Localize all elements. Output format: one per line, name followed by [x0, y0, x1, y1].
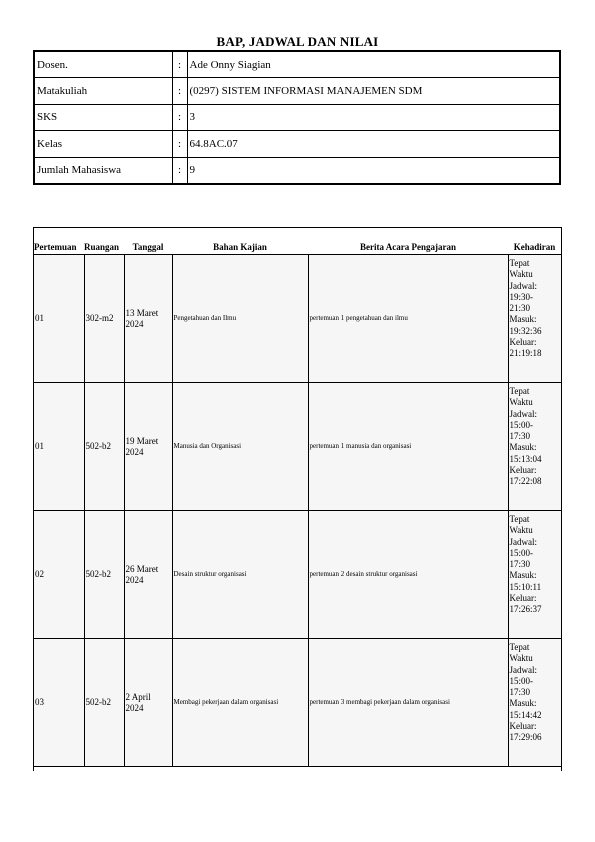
header-berita-acara: Berita Acara Pengajaran — [360, 242, 456, 252]
info-separator: : — [172, 157, 187, 184]
cell-bahan-kajian: Membagi pekerjaan dalam organisasi — [172, 639, 308, 767]
kehadiran-line: Tepat — [509, 514, 530, 524]
kehadiran-line: 21:19:18 — [509, 348, 542, 359]
kehadiran-line: 15:00- — [509, 547, 533, 558]
kehadiran-line: Keluar: — [509, 593, 537, 604]
info-separator: : — [172, 104, 187, 131]
info-separator: : — [172, 51, 187, 78]
info-label: SKS — [34, 104, 172, 131]
info-label: Dosen. — [34, 51, 172, 78]
kehadiran-line: 21:30 — [509, 303, 531, 314]
kehadiran-line: 15:13:04 — [509, 453, 542, 464]
cell-berita-acara: pertemuan 2 desain struktur organisasi — [308, 511, 508, 639]
info-label: Jumlah Mahasiswa — [34, 157, 172, 184]
kehadiran-line: Jadwal: — [509, 408, 537, 419]
header-ruangan: Ruangan — [84, 242, 120, 252]
kehadiran-line: 17:22:08 — [509, 476, 542, 487]
attendance-frame — [33, 227, 562, 771]
kehadiran-line: Waktu — [509, 269, 533, 280]
kehadiran-line: 17:30 — [509, 559, 531, 570]
info-separator: : — [172, 78, 187, 105]
cell-kehadiran — [508, 383, 561, 511]
kehadiran-line: Jadwal: — [509, 280, 537, 291]
kehadiran-line: 17:26:37 — [509, 604, 542, 615]
header-kehadiran: Kehadiran — [513, 242, 556, 252]
kehadiran-line: Tepat — [509, 642, 530, 652]
cell-kehadiran — [508, 255, 561, 383]
cell-berita-acara: pertemuan 3 membagi pekerjaan dalam organisasi — [308, 639, 508, 767]
cell-pertemuan: 01 — [34, 255, 84, 383]
info-value: 9 — [187, 157, 560, 184]
info-label: Kelas — [34, 131, 172, 158]
kehadiran-line: Masuk: — [509, 314, 537, 325]
cell-tanggal: 13 Maret 2024 — [124, 255, 172, 383]
course-info-table — [33, 50, 561, 185]
cell-kehadiran — [508, 511, 561, 639]
cell-ruangan: 502-b2 — [84, 383, 124, 511]
kehadiran-line: Keluar: — [509, 337, 537, 348]
kehadiran-line: Waktu — [509, 525, 533, 536]
table-header-row — [34, 228, 561, 255]
kehadiran-line: 19:32:36 — [509, 325, 542, 336]
cell-berita-acara: pertemuan 1 manusia dan organisasi — [308, 383, 508, 511]
kehadiran-line: Masuk: — [509, 442, 537, 453]
kehadiran-line: 17:30 — [509, 431, 531, 442]
kehadiran-line: Keluar: — [509, 465, 537, 476]
cell-bahan-kajian: Manusia dan Organisasi — [172, 383, 308, 511]
attendance-table — [34, 228, 561, 767]
info-label: Matakuliah — [34, 78, 172, 105]
cell-tanggal: 19 Maret 2024 — [124, 383, 172, 511]
info-row-kelas — [34, 131, 560, 158]
info-row-jumlah-mahasiswa — [34, 157, 560, 184]
info-row-dosen — [34, 51, 560, 78]
kehadiran-line: Waktu — [509, 397, 533, 408]
kehadiran-line: 15:10:11 — [509, 581, 542, 592]
kehadiran-line: 17:29:06 — [509, 732, 542, 743]
cell-ruangan: 502-b2 — [84, 639, 124, 767]
kehadiran-line: 17:30 — [509, 687, 531, 698]
kehadiran-line: Waktu — [509, 653, 533, 664]
kehadiran-line: Jadwal: — [509, 536, 537, 547]
cell-pertemuan: 01 — [34, 383, 84, 511]
kehadiran-line: Masuk: — [509, 570, 537, 581]
cell-kehadiran — [508, 639, 561, 767]
cell-tanggal: 26 Maret 2024 — [124, 511, 172, 639]
cell-pertemuan: 03 — [34, 639, 84, 767]
kehadiran-line: Jadwal: — [509, 664, 537, 675]
kehadiran-line: Keluar: — [509, 721, 537, 732]
cell-bahan-kajian: Pengetahuan dan Ilmu — [172, 255, 308, 383]
cell-pertemuan: 02 — [34, 511, 84, 639]
header-tanggal: Tanggal — [132, 242, 164, 252]
table-row — [34, 511, 561, 639]
header-pertemuan: Pertemuan — [34, 242, 77, 252]
kehadiran-line: 15:00- — [509, 675, 533, 686]
kehadiran-line: 15:14:42 — [509, 709, 542, 720]
kehadiran-line: Tepat — [509, 386, 530, 396]
header-bahan-kajian: Bahan Kajian — [213, 242, 267, 252]
info-value: 64.8AC.07 — [187, 131, 560, 158]
page-title: BAP, JADWAL DAN NILAI — [216, 34, 379, 49]
cell-tanggal: 2 April 2024 — [124, 639, 172, 767]
info-value: 3 — [187, 104, 560, 131]
info-value: (0297) SISTEM INFORMASI MANAJEMEN SDM — [187, 78, 560, 105]
info-separator: : — [172, 131, 187, 158]
kehadiran-line: Masuk: — [509, 698, 537, 709]
table-row — [34, 255, 561, 383]
table-row — [34, 639, 561, 767]
info-value: Ade Onny Siagian — [187, 51, 560, 78]
info-row-matakuliah — [34, 78, 560, 105]
cell-ruangan: 502-b2 — [84, 511, 124, 639]
table-row — [34, 383, 561, 511]
kehadiran-line: 15:00- — [509, 419, 533, 430]
kehadiran-line: Tepat — [509, 258, 530, 268]
cell-berita-acara: pertemuan 1 pengetahuan dan ilmu — [308, 255, 508, 383]
cell-ruangan: 302-m2 — [84, 255, 124, 383]
cell-bahan-kajian: Desain struktur organisasi — [172, 511, 308, 639]
kehadiran-line: 19:30- — [509, 291, 533, 302]
info-row-sks — [34, 104, 560, 131]
